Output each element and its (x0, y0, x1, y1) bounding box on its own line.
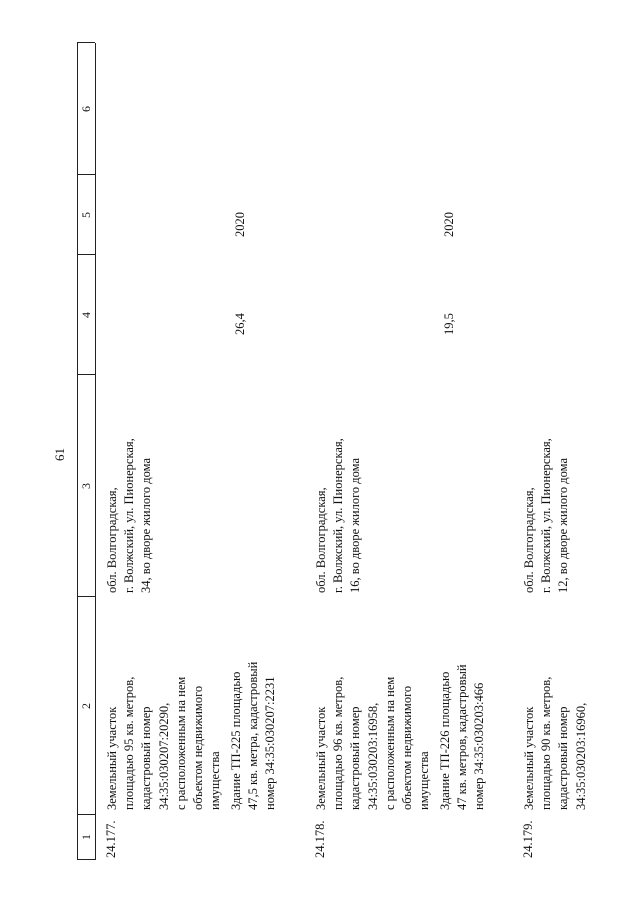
object-description: Земельный участок площадью 90 кв. метров, кадастровый номер 34:35:030203:16960, (522, 676, 588, 810)
object-description: Земельный участок площадью 96 кв. метров, кадастровый номер 34:35:030203:16958, с расположенным на нем объектом недвижимого имущества (314, 676, 432, 810)
column-header-1: 1 (79, 834, 93, 840)
object-address: обл. Волгоградская, г. Волжский, ул. Пионерская, 34, во дворе жилого дома (105, 438, 154, 593)
page-number: 61 (52, 448, 67, 461)
column-header-6: 6 (79, 106, 93, 112)
row-number: 24.177. (104, 820, 118, 858)
object-year: 2020 (442, 212, 456, 237)
object-address: обл. Волгоградская, г. Волжский, ул. Пионерская, 16, во дворе жилого дома (314, 438, 363, 593)
object-area: 19,5 (442, 313, 456, 335)
column-header-5: 5 (79, 212, 93, 218)
object-description: Земельный участок площадью 95 кв. метров, кадастровый номер 34:35:030207:20290, с расположенным на нем объектом недвижимого имущества (105, 676, 223, 810)
column-divider (77, 814, 95, 815)
object-description: Здание ТП-225 площадью 47,5 кв. метра, кадастровый номер 34:35:030207:2231 (229, 661, 278, 810)
column-header-3: 3 (79, 483, 93, 489)
object-description: Здание ТП-226 площадью 47 кв. метров, кадастровый номер 34:35:030203:466 (438, 664, 487, 810)
header-bottom-rule (95, 43, 96, 860)
column-divider (77, 596, 95, 597)
column-divider (77, 374, 95, 375)
row-number: 24.179. (521, 820, 535, 858)
object-address: обл. Волгоградская, г. Волжский, ул. Пионерская, 12, во дворе жилого дома (522, 438, 571, 593)
header-top-rule (77, 43, 78, 860)
column-header-4: 4 (79, 312, 93, 318)
column-divider (77, 174, 95, 175)
object-area: 26,4 (233, 313, 247, 335)
row-number: 24.178. (313, 820, 327, 858)
column-divider (77, 42, 95, 43)
column-divider (77, 859, 95, 860)
object-year: 2020 (233, 212, 247, 237)
column-divider (77, 254, 95, 255)
column-header-2: 2 (79, 703, 93, 709)
